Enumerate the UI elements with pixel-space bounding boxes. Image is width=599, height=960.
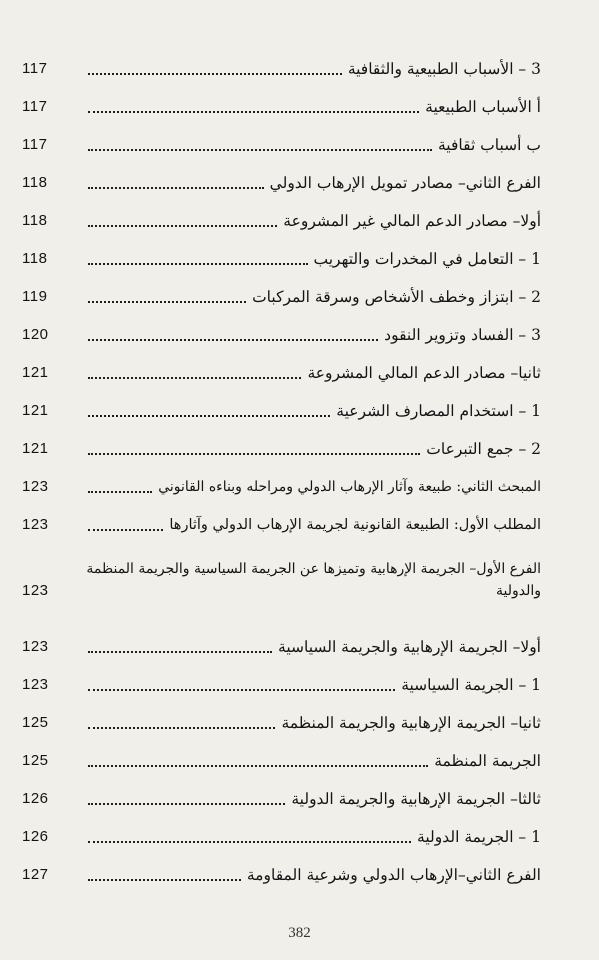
toc-entry-title: 1 – التعامل في المخدرات والتهريب xyxy=(313,250,541,268)
dot-leader xyxy=(88,339,378,341)
dot-leader xyxy=(88,651,272,653)
page-number: 382 xyxy=(288,925,311,941)
toc-entry-title: المطلب الأول: الطبيعة القانونية لجريمة الإرهاب الدولي وآثارها xyxy=(169,517,541,533)
toc-entry-page: 123 xyxy=(22,638,49,655)
toc-entry xyxy=(22,556,541,602)
toc-entry-page: 123 xyxy=(22,582,49,599)
toc-entry-page: 118 xyxy=(22,250,48,267)
toc-entry-page: 126 xyxy=(22,790,49,807)
toc-entry-page: 120 xyxy=(22,326,49,343)
toc-entry-title: الفرع الثاني–الإرهاب الدولي وشرعية المقاومة xyxy=(246,866,541,884)
dot-leader xyxy=(88,803,285,805)
toc-entry-title: ثانيا– الجريمة الإرهابية والجريمة المنظمة xyxy=(281,714,541,732)
toc-entry-title: أولا– الجريمة الإرهابية والجريمة السياسية xyxy=(278,638,541,656)
toc-entry xyxy=(22,476,541,498)
toc-entry xyxy=(22,826,541,848)
toc-entry-title: الفرع الأول– الجريمة الإرهابية وتميزها عن الجريمة السياسية والجريمة المنظمة xyxy=(86,561,541,577)
toc-entry xyxy=(22,58,541,80)
toc-entry-page: 121 xyxy=(22,402,49,419)
toc-entry xyxy=(22,864,541,886)
toc-entry xyxy=(22,712,541,734)
toc-entry-title: ب أسباب ثقافية xyxy=(437,136,541,154)
toc-entry xyxy=(22,172,541,194)
toc-entry-title: 2 – جمع التبرعات xyxy=(426,440,541,458)
toc-entry-page: 123 xyxy=(22,676,49,693)
toc-entry-page: 121 xyxy=(22,440,49,457)
toc-entry-page: 125 xyxy=(22,714,49,731)
toc-entry xyxy=(22,674,541,696)
dot-leader xyxy=(88,529,163,531)
dot-leader xyxy=(88,765,428,767)
toc-entry xyxy=(22,788,541,810)
dot-leader xyxy=(88,73,342,75)
toc-entry-page: 118 xyxy=(22,212,48,229)
toc-entry-page: 126 xyxy=(22,828,49,845)
toc-entry-page: 119 xyxy=(22,288,48,305)
dot-leader xyxy=(88,415,330,417)
toc-entry-title: 1 – الجريمة الدولية xyxy=(417,828,541,846)
toc-entry-page: 123 xyxy=(22,478,49,495)
toc-entry-title: أولا– مصادر الدعم المالي غير المشروعة xyxy=(283,212,541,230)
dot-leader xyxy=(88,377,301,379)
toc-entry xyxy=(22,286,541,308)
toc-entry xyxy=(22,514,541,536)
toc-entry-title: 1 – الجريمة السياسية xyxy=(401,676,541,694)
toc-entry-page: 121 xyxy=(22,364,49,381)
toc-entry-title: الجريمة المنظمة xyxy=(434,752,541,770)
toc-entry xyxy=(22,324,541,346)
toc-entry xyxy=(22,438,541,460)
dot-leader xyxy=(88,727,275,729)
dot-leader xyxy=(88,225,277,227)
dot-leader xyxy=(88,187,264,189)
toc-entry-title: 3 – الفساد وتزوير النقود xyxy=(384,326,541,344)
toc-entry-page: 123 xyxy=(22,516,49,533)
dot-leader xyxy=(88,879,241,881)
dot-leader xyxy=(88,491,152,493)
dot-leader xyxy=(88,149,432,151)
toc-entry-page: 117 xyxy=(22,98,48,115)
dot-leader xyxy=(88,841,411,843)
toc-entry-page: 117 xyxy=(22,60,48,77)
toc-entry xyxy=(22,750,541,772)
toc-entry xyxy=(22,248,541,270)
toc-entry xyxy=(22,362,541,384)
toc-entry-wrap xyxy=(22,558,541,602)
toc-entry-continuation xyxy=(22,580,541,602)
toc-entry-title: ثالثا– الجريمة الإرهابية والجريمة الدولية xyxy=(291,790,541,808)
dot-leader xyxy=(88,301,246,303)
dot-leader xyxy=(88,689,395,691)
toc-entry xyxy=(22,210,541,232)
toc-entry-title: أ الأسباب الطبيعية xyxy=(425,98,541,116)
toc-entry-title: الفرع الثاني– مصادر تمويل الإرهاب الدولي xyxy=(269,174,541,192)
toc-entry-title: 1 – استخدام المصارف الشرعية xyxy=(336,402,541,420)
toc-entry-page: 118 xyxy=(22,174,48,191)
toc-entry-title: 3 – الأسباب الطبيعية والثقافية xyxy=(347,60,541,78)
toc-entry-title: ثانيا– مصادر الدعم المالي المشروعة xyxy=(307,364,541,382)
toc-entry xyxy=(22,96,541,118)
toc-entry-page: 125 xyxy=(22,752,49,769)
toc-entry-page: 117 xyxy=(22,136,48,153)
dot-leader xyxy=(88,453,420,455)
dot-leader xyxy=(88,263,308,265)
dot-leader xyxy=(88,111,419,113)
toc-entry-title: المبحث الثاني: طبيعة وآثار الإرهاب الدولي ومراحله وبناءه القانوني xyxy=(158,479,541,495)
toc-entry xyxy=(22,400,541,422)
toc-entry-page: 127 xyxy=(22,866,49,883)
toc-entry-title: 2 – ابتزاز وخطف الأشخاص وسرقة المركبات xyxy=(252,288,541,306)
toc-entry xyxy=(22,636,541,658)
toc-entry xyxy=(22,134,541,156)
toc-entry-title-cont: والدولية xyxy=(495,583,541,599)
